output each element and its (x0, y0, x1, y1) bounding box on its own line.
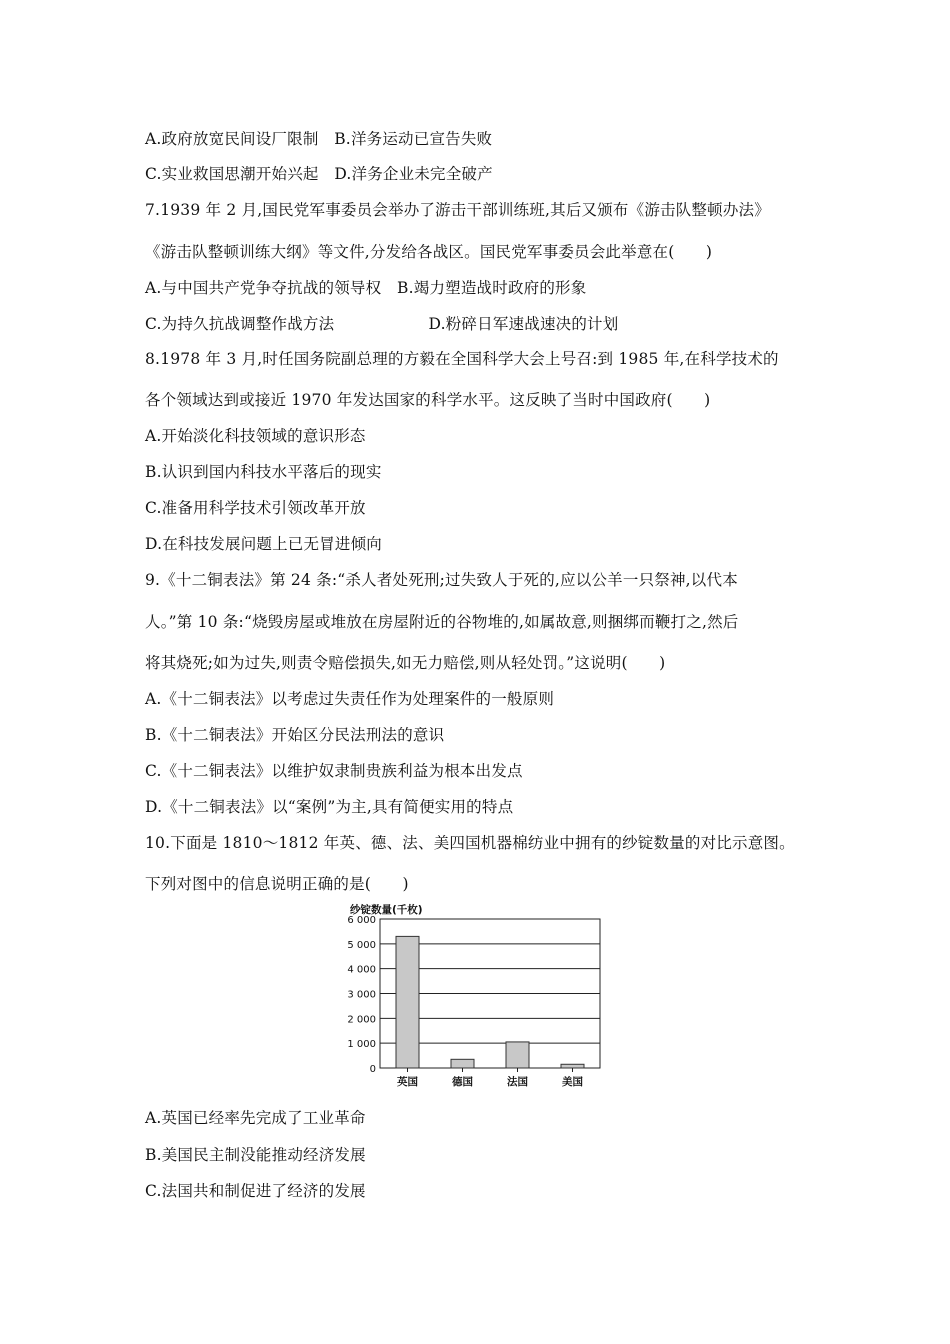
bar-3 (561, 1064, 584, 1068)
q9-stem-line1: 9.《十二铜表法》第 24 条:“杀人者处死刑;过失致人于死的,应以公羊一只祭神,以代本 (145, 571, 738, 589)
q8-stem-line2: 各个领域达到或接近 1970 年发达国家的科学水平。这反映了当时中国政府( ) (145, 391, 711, 409)
q8-option-d: D.在科技发展问题上已无冒进倾向 (145, 535, 383, 553)
q6-options-ab: A.政府放宽民间设厂限制 B.洋务运动已宣告失败 (145, 130, 493, 148)
x-tick-label: 德国 (452, 1076, 473, 1088)
q6-options-cd: C.实业救国思潮开始兴起 D.洋务企业未完全破产 (145, 165, 493, 183)
y-tick-label: 3 000 (347, 989, 376, 1001)
chart-svg (340, 902, 610, 1092)
q7-stem-line2: 《游击队整顿训练大纲》等文件,分发给各战区。国民党军事委员会此举意在( ) (145, 243, 713, 261)
x-tick-label: 英国 (397, 1076, 418, 1088)
q10-option-b: B.美国民主制没能推动经济发展 (145, 1146, 366, 1164)
q9-stem-line3: 将其烧死;如为过失,则责令赔偿损失,如无力赔偿,则从轻处罚。”这说明( ) (145, 654, 666, 672)
q7-stem-line1: 7.1939 年 2 月,国民党军事委员会举办了游击干部训练班,其后又颁布《游击队整顿办法》 (145, 201, 770, 219)
bar-0 (396, 936, 419, 1068)
q10-stem-line2: 下列对图中的信息说明正确的是( ) (145, 875, 409, 893)
q8-stem-line1: 8.1978 年 3 月,时任国务院副总理的方毅在全国科学大会上号召:到 1985 年,在科学技术的 (145, 350, 779, 368)
q9-stem-line2: 人。”第 10 条:“烧毁房屋或堆放在房屋附近的谷物堆的,如属故意,则捆绑而鞭打之,然后 (145, 613, 739, 631)
y-axis-title: 纱锭数量(千枚) (350, 904, 423, 916)
y-tick-label: 6 000 (347, 915, 376, 926)
q8-option-c: C.准备用科学技术引领改革开放 (145, 499, 366, 517)
q9-option-a: A.《十二铜表法》以考虑过失责任作为处理案件的一般原则 (145, 690, 555, 708)
q9-option-b: B.《十二铜表法》开始区分民法刑法的意识 (145, 726, 445, 744)
q7-options-ab: A.与中国共产党争夺抗战的领导权 B.竭力塑造战时政府的形象 (145, 279, 587, 297)
q9-option-c: C.《十二铜表法》以维护奴隶制贵族利益为根本出发点 (145, 762, 523, 780)
y-tick-label: 4 000 (347, 964, 376, 976)
x-tick-label: 法国 (507, 1076, 528, 1088)
bar-2 (506, 1042, 529, 1068)
y-tick-label: 5 000 (347, 939, 376, 951)
q10-option-c: C.法国共和制促进了经济的发展 (145, 1182, 366, 1200)
spindle-bar-chart (340, 902, 610, 1092)
x-tick-label: 美国 (562, 1076, 583, 1088)
bar-1 (451, 1059, 474, 1068)
q7-options-cd: C.为持久抗战调整作战方法 D.粉碎日军速战速决的计划 (145, 315, 619, 333)
y-tick-label: 1 000 (347, 1039, 376, 1051)
q8-option-b: B.认识到国内科技水平落后的现实 (145, 463, 382, 481)
y-tick-label: 0 (369, 1064, 376, 1075)
y-tick-label: 2 000 (347, 1014, 376, 1026)
q10-stem-line1: 10.下面是 1810～1812 年英、德、法、美四国机器棉纺业中拥有的纱锭数量的对比示意图。 (145, 834, 795, 852)
q9-option-d: D.《十二铜表法》以“案例”为主,具有简便实用的特点 (145, 798, 514, 816)
q8-option-a: A.开始淡化科技领域的意识形态 (145, 427, 366, 445)
q10-option-a: A.英国已经率先完成了工业革命 (145, 1109, 366, 1127)
